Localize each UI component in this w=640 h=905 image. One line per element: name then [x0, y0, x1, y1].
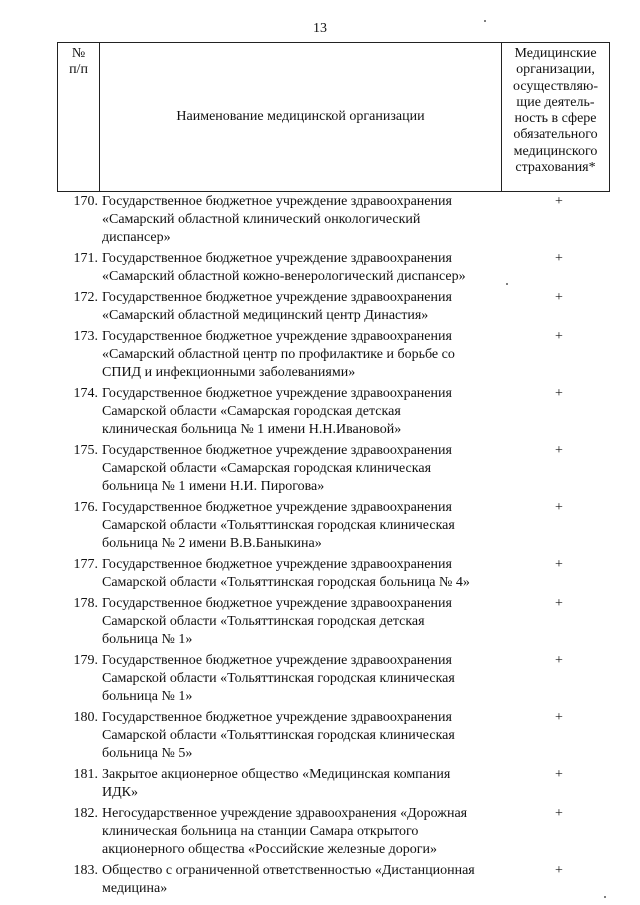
oms-flag: + — [555, 806, 563, 821]
organization-list — [57, 193, 610, 901]
organization-name: Государственное бюджетное учреждение здравоохранения «Самарский областной медицинский центр Династия» — [102, 290, 452, 323]
table-row — [57, 289, 610, 325]
organization-name: Государственное бюджетное учреждение здравоохранения Самарской области «Тольяттинская городская клиническая больница № 5» — [102, 710, 455, 761]
oms-flag: + — [555, 557, 563, 572]
organization-name: Общество с ограниченной ответственностью «Дистанционная медицина» — [102, 863, 475, 896]
oms-flag: + — [555, 329, 563, 344]
row-number: 180. — [73, 710, 98, 725]
table-header — [57, 42, 610, 192]
header-name-column: Наименование медицинской организации — [100, 43, 502, 192]
scan-speck — [506, 283, 508, 285]
oms-flag: + — [555, 653, 563, 668]
organization-name: Негосударственное учреждение здравоохранения «Дорожная клиническая больница на станции Самара открытого акционерного общества «Российские железные дороги» — [102, 806, 468, 857]
header-oms-column: Медицинские организации, осуществляю-щие деятель-ность в сфере обязательного медицинского страхования* — [502, 43, 610, 192]
organization-name: Закрытое акционерное общество «Медицинская компания ИДК» — [102, 767, 451, 800]
table-row — [57, 250, 610, 286]
table-row — [57, 556, 610, 592]
organization-name: Государственное бюджетное учреждение здравоохранения Самарской области «Тольяттинская городская клиническая больница № 2 имени В.В.Баныкина» — [102, 500, 455, 551]
table-row — [57, 193, 610, 247]
organization-name: Государственное бюджетное учреждение здравоохранения Самарской области «Тольяттинская городская клиническая больница № 1» — [102, 653, 455, 704]
row-number: 178. — [73, 596, 98, 611]
table-row — [57, 652, 610, 706]
page-number: 13 — [313, 21, 327, 36]
table-row — [57, 766, 610, 802]
row-number: 179. — [73, 653, 98, 668]
oms-flag: + — [555, 194, 563, 209]
oms-flag: + — [555, 290, 563, 305]
oms-flag: + — [555, 710, 563, 725]
oms-flag: + — [555, 863, 563, 878]
oms-flag: + — [555, 386, 563, 401]
oms-flag: + — [555, 500, 563, 515]
row-number: 172. — [73, 290, 98, 305]
table-row — [57, 328, 610, 382]
row-number: 175. — [73, 443, 98, 458]
row-number: 176. — [73, 500, 98, 515]
table-row — [57, 499, 610, 553]
table-row — [57, 862, 610, 898]
organization-name: Государственное бюджетное учреждение здравоохранения «Самарский областной клинический онкологический диспансер» — [102, 194, 452, 245]
table-row — [57, 595, 610, 649]
row-number: 170. — [73, 194, 98, 209]
table-row — [57, 442, 610, 496]
row-number: 177. — [73, 557, 98, 572]
row-number: 183. — [73, 863, 98, 878]
header-number-column: № п/п — [58, 43, 100, 192]
row-number: 182. — [73, 806, 98, 821]
row-number: 181. — [73, 767, 98, 782]
oms-flag: + — [555, 596, 563, 611]
row-number: 173. — [73, 329, 98, 344]
table-row — [57, 709, 610, 763]
table-row — [57, 385, 610, 439]
oms-flag: + — [555, 251, 563, 266]
organization-name: Государственное бюджетное учреждение здравоохранения «Самарский областной центр по профилактике и борьбе со СПИД и инфекционными заболеваниями» — [102, 329, 455, 380]
table-row — [57, 805, 610, 859]
row-number: 171. — [73, 251, 98, 266]
organization-name: Государственное бюджетное учреждение здравоохранения Самарской области «Самарская городская клиническая больница № 1 имени Н.И. Пирогова» — [102, 443, 452, 494]
organization-name: Государственное бюджетное учреждение здравоохранения Самарской области «Тольяттинская городская детская больница № 1» — [102, 596, 452, 647]
organization-name: Государственное бюджетное учреждение здравоохранения «Самарский областной кожно-венерологический диспансер» — [102, 251, 466, 284]
scan-speck — [484, 20, 486, 22]
organization-name: Государственное бюджетное учреждение здравоохранения Самарской области «Тольяттинская городская больница № 4» — [102, 557, 470, 590]
organization-name: Государственное бюджетное учреждение здравоохранения Самарской области «Самарская городская детская клиническая больница № 1 имени Н.Н.Ивановой» — [102, 386, 452, 437]
oms-flag: + — [555, 767, 563, 782]
scan-speck — [604, 896, 606, 898]
oms-flag: + — [555, 443, 563, 458]
row-number: 174. — [73, 386, 98, 401]
